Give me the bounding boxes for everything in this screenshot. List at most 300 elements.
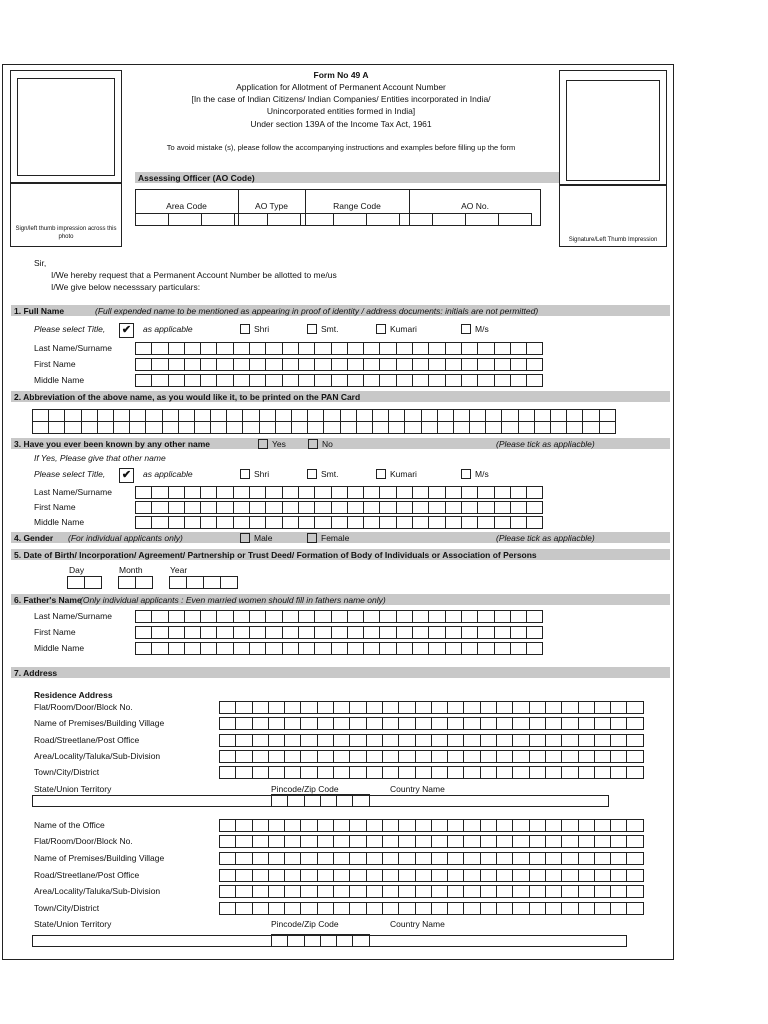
char-cell[interactable]	[447, 869, 464, 882]
char-cell[interactable]	[447, 766, 464, 779]
char-cell[interactable]	[284, 835, 301, 848]
char-cell[interactable]	[135, 342, 152, 355]
title-shri-checkbox-2[interactable]	[240, 469, 250, 479]
char-cell[interactable]	[184, 358, 201, 371]
char-cell[interactable]	[317, 717, 334, 730]
char-cell[interactable]	[349, 734, 366, 747]
char-cell[interactable]	[268, 750, 285, 763]
char-cell[interactable]	[610, 835, 627, 848]
char-cell[interactable]	[398, 750, 415, 763]
char-cell[interactable]	[626, 766, 643, 779]
char-cell[interactable]	[219, 819, 236, 832]
char-cell[interactable]	[382, 819, 399, 832]
char-cell[interactable]	[284, 734, 301, 747]
char-cell[interactable]	[561, 717, 578, 730]
char-cell[interactable]	[300, 885, 317, 898]
char-cell[interactable]	[323, 421, 340, 434]
char-cell[interactable]	[67, 576, 85, 589]
char-cell[interactable]	[314, 358, 331, 371]
char-cell[interactable]	[265, 626, 282, 639]
char-cell[interactable]	[317, 734, 334, 747]
char-cell[interactable]	[496, 869, 513, 882]
res-premises-cells[interactable]	[219, 717, 644, 730]
char-cell[interactable]	[216, 501, 233, 514]
char-cell[interactable]	[300, 734, 317, 747]
char-cell[interactable]	[298, 516, 315, 529]
char-cell[interactable]	[431, 819, 448, 832]
char-cell[interactable]	[626, 852, 643, 865]
char-cell[interactable]	[235, 734, 252, 747]
char-cell[interactable]	[379, 626, 396, 639]
char-cell[interactable]	[512, 717, 529, 730]
dob-day-cells[interactable]	[67, 576, 102, 589]
char-cell[interactable]	[398, 701, 415, 714]
father-first-name-cells[interactable]	[135, 626, 543, 639]
char-cell[interactable]	[331, 501, 348, 514]
char-cell[interactable]	[382, 766, 399, 779]
char-cell[interactable]	[477, 642, 494, 655]
char-cell[interactable]	[529, 852, 546, 865]
char-cell[interactable]	[219, 852, 236, 865]
char-cell[interactable]	[249, 501, 266, 514]
char-cell[interactable]	[259, 421, 276, 434]
char-cell[interactable]	[415, 819, 432, 832]
char-cell[interactable]	[626, 717, 643, 730]
char-cell[interactable]	[347, 626, 364, 639]
title-kumari-checkbox-2[interactable]	[376, 469, 386, 479]
title-ms-checkbox-2[interactable]	[461, 469, 471, 479]
char-cell[interactable]	[363, 358, 380, 371]
as-applicable-checkbox-2[interactable]: ✔	[119, 468, 134, 483]
char-cell[interactable]	[501, 421, 518, 434]
char-cell[interactable]	[219, 835, 236, 848]
abbreviation-cells-2[interactable]	[32, 421, 616, 434]
char-cell[interactable]	[352, 934, 369, 947]
char-cell[interactable]	[529, 885, 546, 898]
char-cell[interactable]	[135, 516, 152, 529]
char-cell[interactable]	[463, 885, 480, 898]
char-cell[interactable]	[298, 610, 315, 623]
char-cell[interactable]	[234, 213, 268, 226]
char-cell[interactable]	[453, 421, 470, 434]
char-cell[interactable]	[135, 576, 153, 589]
char-cell[interactable]	[463, 852, 480, 865]
char-cell[interactable]	[415, 701, 432, 714]
char-cell[interactable]	[363, 642, 380, 655]
char-cell[interactable]	[447, 835, 464, 848]
char-cell[interactable]	[314, 610, 331, 623]
char-cell[interactable]	[496, 750, 513, 763]
char-cell[interactable]	[526, 610, 543, 623]
char-cell[interactable]	[529, 869, 546, 882]
char-cell[interactable]	[349, 701, 366, 714]
char-cell[interactable]	[233, 501, 250, 514]
char-cell[interactable]	[168, 642, 185, 655]
char-cell[interactable]	[545, 750, 562, 763]
char-cell[interactable]	[379, 358, 396, 371]
char-cell[interactable]	[284, 717, 301, 730]
char-cell[interactable]	[480, 750, 497, 763]
char-cell[interactable]	[545, 766, 562, 779]
char-cell[interactable]	[526, 358, 543, 371]
char-cell[interactable]	[526, 516, 543, 529]
char-cell[interactable]	[363, 516, 380, 529]
char-cell[interactable]	[314, 626, 331, 639]
char-cell[interactable]	[249, 626, 266, 639]
char-cell[interactable]	[526, 501, 543, 514]
char-cell[interactable]	[349, 902, 366, 915]
char-cell[interactable]	[366, 835, 383, 848]
char-cell[interactable]	[529, 902, 546, 915]
char-cell[interactable]	[268, 852, 285, 865]
char-cell[interactable]	[594, 902, 611, 915]
char-cell[interactable]	[626, 835, 643, 848]
char-cell[interactable]	[317, 852, 334, 865]
char-cell[interactable]	[465, 213, 499, 226]
char-cell[interactable]	[578, 701, 595, 714]
char-cell[interactable]	[317, 885, 334, 898]
char-cell[interactable]	[431, 701, 448, 714]
char-cell[interactable]	[304, 794, 321, 807]
char-cell[interactable]	[363, 342, 380, 355]
char-cell[interactable]	[333, 885, 350, 898]
char-cell[interactable]	[578, 819, 595, 832]
char-cell[interactable]	[333, 717, 350, 730]
off-area-cells[interactable]	[219, 885, 644, 898]
char-cell[interactable]	[320, 934, 337, 947]
char-cell[interactable]	[398, 852, 415, 865]
char-cell[interactable]	[415, 766, 432, 779]
gender-female-checkbox[interactable]	[307, 533, 317, 543]
char-cell[interactable]	[404, 421, 421, 434]
char-cell[interactable]	[412, 626, 429, 639]
char-cell[interactable]	[249, 374, 266, 387]
char-cell[interactable]	[461, 342, 478, 355]
office-name-cells[interactable]	[219, 819, 644, 832]
char-cell[interactable]	[168, 516, 185, 529]
char-cell[interactable]	[304, 934, 321, 947]
char-cell[interactable]	[545, 885, 562, 898]
char-cell[interactable]	[431, 717, 448, 730]
char-cell[interactable]	[578, 717, 595, 730]
char-cell[interactable]	[331, 342, 348, 355]
char-cell[interactable]	[431, 852, 448, 865]
char-cell[interactable]	[545, 717, 562, 730]
char-cell[interactable]	[235, 717, 252, 730]
char-cell[interactable]	[431, 869, 448, 882]
char-cell[interactable]	[626, 750, 643, 763]
char-cell[interactable]	[135, 374, 152, 387]
off-flat-cells[interactable]	[219, 835, 644, 848]
char-cell[interactable]	[512, 869, 529, 882]
char-cell[interactable]	[599, 421, 616, 434]
char-cell[interactable]	[151, 358, 168, 371]
char-cell[interactable]	[494, 486, 511, 499]
char-cell[interactable]	[347, 642, 364, 655]
char-cell[interactable]	[168, 213, 202, 226]
char-cell[interactable]	[320, 794, 337, 807]
char-cell[interactable]	[300, 701, 317, 714]
char-cell[interactable]	[300, 766, 317, 779]
char-cell[interactable]	[382, 869, 399, 882]
char-cell[interactable]	[512, 885, 529, 898]
char-cell[interactable]	[168, 358, 185, 371]
char-cell[interactable]	[480, 902, 497, 915]
char-cell[interactable]	[545, 835, 562, 848]
char-cell[interactable]	[398, 902, 415, 915]
char-cell[interactable]	[317, 819, 334, 832]
char-cell[interactable]	[461, 642, 478, 655]
char-cell[interactable]	[428, 516, 445, 529]
char-cell[interactable]	[219, 902, 236, 915]
char-cell[interactable]	[561, 819, 578, 832]
char-cell[interactable]	[463, 902, 480, 915]
char-cell[interactable]	[200, 516, 217, 529]
char-cell[interactable]	[168, 374, 185, 387]
char-cell[interactable]	[431, 750, 448, 763]
char-cell[interactable]	[463, 819, 480, 832]
char-cell[interactable]	[379, 342, 396, 355]
char-cell[interactable]	[366, 819, 383, 832]
char-cell[interactable]	[461, 610, 478, 623]
as-applicable-checkbox[interactable]: ✔	[119, 323, 134, 338]
char-cell[interactable]	[300, 717, 317, 730]
char-cell[interactable]	[48, 421, 65, 434]
dob-month-cells[interactable]	[118, 576, 153, 589]
char-cell[interactable]	[219, 766, 236, 779]
char-cell[interactable]	[398, 869, 415, 882]
char-cell[interactable]	[219, 717, 236, 730]
title-smt-checkbox[interactable]	[307, 324, 317, 334]
char-cell[interactable]	[534, 421, 551, 434]
char-cell[interactable]	[219, 885, 236, 898]
char-cell[interactable]	[447, 819, 464, 832]
char-cell[interactable]	[415, 869, 432, 882]
char-cell[interactable]	[268, 819, 285, 832]
char-cell[interactable]	[169, 576, 187, 589]
char-cell[interactable]	[32, 421, 49, 434]
char-cell[interactable]	[445, 342, 462, 355]
char-cell[interactable]	[412, 374, 429, 387]
char-cell[interactable]	[300, 835, 317, 848]
char-cell[interactable]	[578, 750, 595, 763]
char-cell[interactable]	[578, 885, 595, 898]
char-cell[interactable]	[463, 750, 480, 763]
char-cell[interactable]	[578, 766, 595, 779]
char-cell[interactable]	[184, 642, 201, 655]
char-cell[interactable]	[496, 902, 513, 915]
char-cell[interactable]	[184, 516, 201, 529]
char-cell[interactable]	[415, 717, 432, 730]
char-cell[interactable]	[333, 213, 367, 226]
char-cell[interactable]	[480, 852, 497, 865]
char-cell[interactable]	[252, 869, 269, 882]
char-cell[interactable]	[284, 750, 301, 763]
char-cell[interactable]	[594, 869, 611, 882]
char-cell[interactable]	[265, 342, 282, 355]
char-cell[interactable]	[284, 852, 301, 865]
char-cell[interactable]	[300, 852, 317, 865]
char-cell[interactable]	[445, 626, 462, 639]
char-cell[interactable]	[314, 501, 331, 514]
char-cell[interactable]	[477, 486, 494, 499]
char-cell[interactable]	[300, 750, 317, 763]
char-cell[interactable]	[267, 213, 301, 226]
char-cell[interactable]	[347, 374, 364, 387]
char-cell[interactable]	[298, 374, 315, 387]
char-cell[interactable]	[545, 701, 562, 714]
char-cell[interactable]	[151, 642, 168, 655]
char-cell[interactable]	[184, 501, 201, 514]
char-cell[interactable]	[379, 516, 396, 529]
char-cell[interactable]	[219, 869, 236, 882]
char-cell[interactable]	[252, 701, 269, 714]
char-cell[interactable]	[512, 766, 529, 779]
char-cell[interactable]	[412, 486, 429, 499]
char-cell[interactable]	[317, 869, 334, 882]
char-cell[interactable]	[216, 374, 233, 387]
char-cell[interactable]	[135, 501, 152, 514]
char-cell[interactable]	[379, 486, 396, 499]
char-cell[interactable]	[201, 213, 235, 226]
char-cell[interactable]	[445, 642, 462, 655]
char-cell[interactable]	[219, 701, 236, 714]
char-cell[interactable]	[265, 642, 282, 655]
char-cell[interactable]	[445, 486, 462, 499]
char-cell[interactable]	[252, 885, 269, 898]
char-cell[interactable]	[480, 885, 497, 898]
char-cell[interactable]	[252, 717, 269, 730]
char-cell[interactable]	[626, 701, 643, 714]
char-cell[interactable]	[265, 486, 282, 499]
char-cell[interactable]	[200, 342, 217, 355]
char-cell[interactable]	[233, 374, 250, 387]
char-cell[interactable]	[396, 374, 413, 387]
char-cell[interactable]	[282, 516, 299, 529]
char-cell[interactable]	[545, 869, 562, 882]
char-cell[interactable]	[186, 576, 204, 589]
middle-name-cells[interactable]	[135, 374, 543, 387]
char-cell[interactable]	[168, 610, 185, 623]
char-cell[interactable]	[336, 934, 353, 947]
char-cell[interactable]	[494, 501, 511, 514]
char-cell[interactable]	[477, 610, 494, 623]
char-cell[interactable]	[415, 902, 432, 915]
char-cell[interactable]	[252, 750, 269, 763]
char-cell[interactable]	[366, 766, 383, 779]
char-cell[interactable]	[463, 701, 480, 714]
char-cell[interactable]	[550, 421, 567, 434]
char-cell[interactable]	[463, 717, 480, 730]
char-cell[interactable]	[287, 934, 304, 947]
father-last-name-cells[interactable]	[135, 610, 543, 623]
char-cell[interactable]	[447, 734, 464, 747]
char-cell[interactable]	[366, 701, 383, 714]
char-cell[interactable]	[249, 642, 266, 655]
char-cell[interactable]	[461, 501, 478, 514]
char-cell[interactable]	[366, 734, 383, 747]
char-cell[interactable]	[200, 486, 217, 499]
char-cell[interactable]	[184, 626, 201, 639]
dob-year-cells[interactable]	[169, 576, 238, 589]
char-cell[interactable]	[249, 516, 266, 529]
char-cell[interactable]	[512, 852, 529, 865]
char-cell[interactable]	[382, 852, 399, 865]
char-cell[interactable]	[363, 486, 380, 499]
char-cell[interactable]	[477, 516, 494, 529]
char-cell[interactable]	[463, 734, 480, 747]
char-cell[interactable]	[512, 750, 529, 763]
char-cell[interactable]	[97, 421, 114, 434]
char-cell[interactable]	[396, 358, 413, 371]
char-cell[interactable]	[526, 626, 543, 639]
other-name-no-checkbox[interactable]	[308, 439, 318, 449]
char-cell[interactable]	[610, 734, 627, 747]
char-cell[interactable]	[168, 342, 185, 355]
char-cell[interactable]	[235, 750, 252, 763]
char-cell[interactable]	[447, 717, 464, 730]
char-cell[interactable]	[366, 869, 383, 882]
char-cell[interactable]	[494, 374, 511, 387]
char-cell[interactable]	[626, 734, 643, 747]
char-cell[interactable]	[135, 642, 152, 655]
char-cell[interactable]	[298, 642, 315, 655]
char-cell[interactable]	[145, 421, 162, 434]
char-cell[interactable]	[398, 734, 415, 747]
char-cell[interactable]	[529, 734, 546, 747]
char-cell[interactable]	[510, 374, 527, 387]
char-cell[interactable]	[431, 835, 448, 848]
char-cell[interactable]	[284, 869, 301, 882]
char-cell[interactable]	[252, 734, 269, 747]
char-cell[interactable]	[412, 642, 429, 655]
char-cell[interactable]	[298, 626, 315, 639]
char-cell[interactable]	[200, 501, 217, 514]
char-cell[interactable]	[412, 358, 429, 371]
char-cell[interactable]	[594, 766, 611, 779]
char-cell[interactable]	[496, 717, 513, 730]
char-cell[interactable]	[512, 835, 529, 848]
char-cell[interactable]	[445, 501, 462, 514]
char-cell[interactable]	[282, 501, 299, 514]
char-cell[interactable]	[347, 342, 364, 355]
char-cell[interactable]	[594, 701, 611, 714]
char-cell[interactable]	[84, 576, 102, 589]
char-cell[interactable]	[333, 835, 350, 848]
char-cell[interactable]	[545, 852, 562, 865]
char-cell[interactable]	[428, 501, 445, 514]
char-cell[interactable]	[216, 626, 233, 639]
char-cell[interactable]	[398, 835, 415, 848]
char-cell[interactable]	[314, 342, 331, 355]
char-cell[interactable]	[428, 610, 445, 623]
char-cell[interactable]	[151, 501, 168, 514]
char-cell[interactable]	[469, 421, 486, 434]
char-cell[interactable]	[220, 576, 238, 589]
char-cell[interactable]	[252, 835, 269, 848]
char-cell[interactable]	[396, 501, 413, 514]
char-cell[interactable]	[415, 852, 432, 865]
char-cell[interactable]	[235, 766, 252, 779]
char-cell[interactable]	[356, 421, 373, 434]
char-cell[interactable]	[363, 501, 380, 514]
char-cell[interactable]	[317, 766, 334, 779]
char-cell[interactable]	[349, 885, 366, 898]
char-cell[interactable]	[233, 516, 250, 529]
char-cell[interactable]	[415, 734, 432, 747]
char-cell[interactable]	[496, 852, 513, 865]
char-cell[interactable]	[249, 358, 266, 371]
